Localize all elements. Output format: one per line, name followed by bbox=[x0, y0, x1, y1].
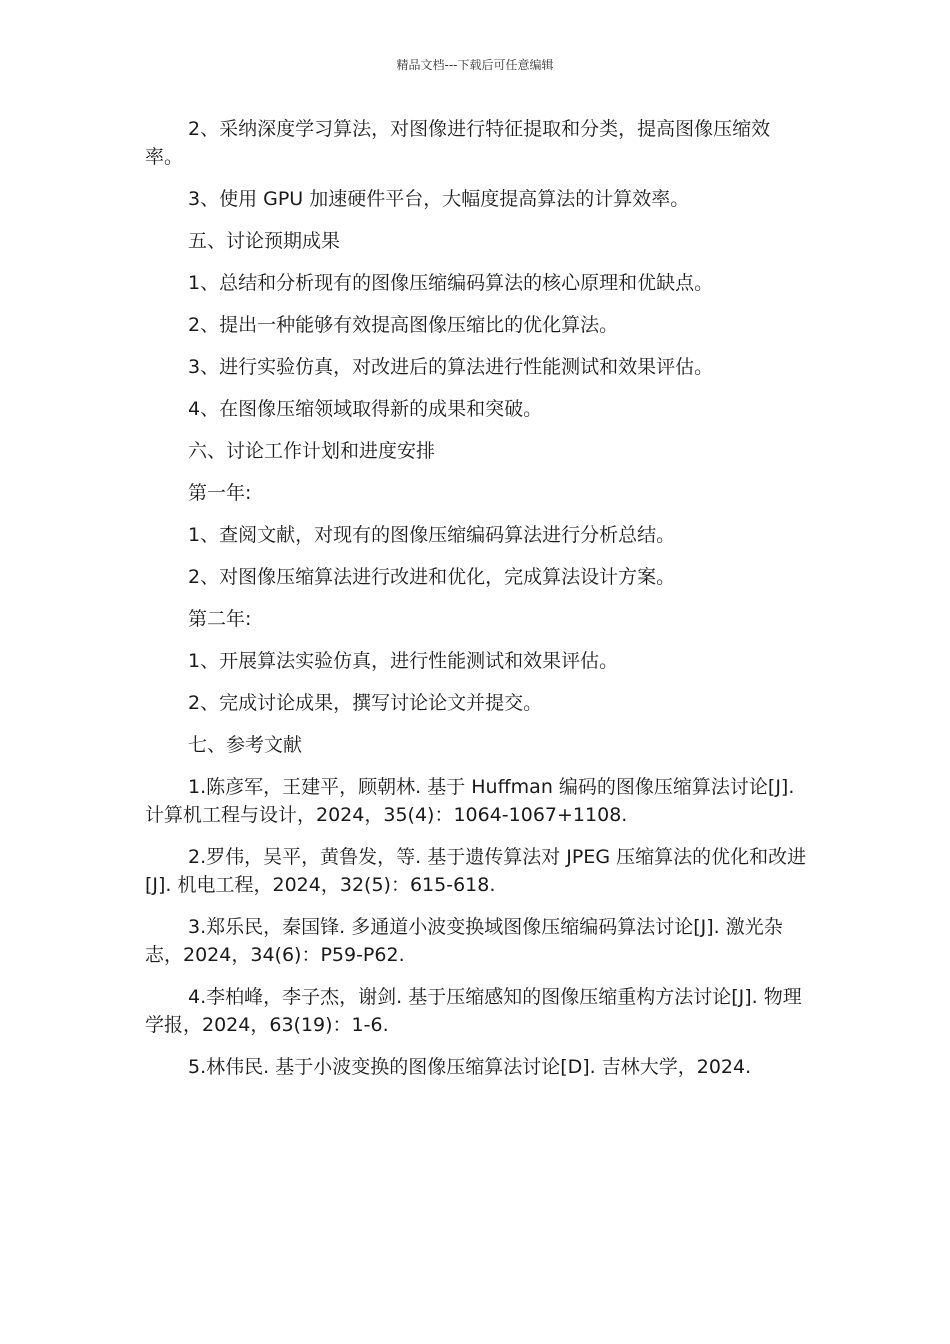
paragraph-year-two-2: 2、完成讨论成果，撰写讨论论文并提交。 bbox=[188, 692, 543, 714]
paragraph-result-2: 2、提出一种能够有效提高图像压缩比的优化算法。 bbox=[188, 314, 619, 336]
subheading-year-one: 第一年: bbox=[188, 482, 252, 504]
reference-item-1: 1.陈彦军，王建平，顾朝林. 基于 Huffman 编码的图像压缩算法讨论[J]. 计算机工程与设计，2024，35(4)：1064-1067+1108. bbox=[145, 776, 795, 826]
paragraph-year-two-1: 1、开展算法实验仿真，进行性能测试和效果评估。 bbox=[188, 650, 619, 672]
paragraph-method-2: 2、采纳深度学习算法，对图像进行特征提取和分类，提高图像压缩效率。 bbox=[145, 118, 771, 168]
reference-item-5: 5.林伟民. 基于小波变换的图像压缩算法讨论[D]. 吉林大学，2024. bbox=[188, 1056, 752, 1078]
paragraph-year-one-2: 2、对图像压缩算法进行改进和优化，完成算法设计方案。 bbox=[188, 566, 676, 588]
paragraph-method-3: 3、使用 GPU 加速硬件平台，大幅度提高算法的计算效率。 bbox=[188, 188, 690, 210]
section-heading-references: 七、参考文献 bbox=[188, 734, 303, 756]
paragraph-year-one-1: 1、查阅文献，对现有的图像压缩编码算法进行分析总结。 bbox=[188, 524, 676, 546]
reference-item-3: 3.郑乐民，秦国锋. 多通道小波变换域图像压缩编码算法讨论[J]. 激光杂志，2024，34(6)：P59-P62. bbox=[145, 916, 783, 966]
section-heading-expected-results: 五、讨论预期成果 bbox=[188, 230, 341, 252]
reference-item-4: 4.李柏峰，李子杰，谢剑. 基于压缩感知的图像压缩重构方法讨论[J]. 物理学报，2024，63(19)：1-6. bbox=[145, 986, 802, 1036]
paragraph-result-1: 1、总结和分析现有的图像压缩编码算法的核心原理和优缺点。 bbox=[188, 272, 714, 294]
document-body bbox=[145, 115, 807, 1095]
section-heading-work-plan: 六、讨论工作计划和进度安排 bbox=[188, 440, 436, 462]
paragraph-result-3: 3、进行实验仿真，对改进后的算法进行性能测试和效果评估。 bbox=[188, 356, 714, 378]
subheading-year-two: 第二年: bbox=[188, 608, 252, 630]
paragraph-result-4: 4、在图像压缩领域取得新的成果和突破。 bbox=[188, 398, 543, 420]
page-header: 精品文档---下载后可任意编辑 bbox=[396, 58, 554, 72]
reference-item-2: 2.罗伟，吴平，黄鲁发，等. 基于遗传算法对 JPEG 压缩算法的优化和改进[J]. 机电工程，2024，32(5)：615-618. bbox=[145, 846, 807, 896]
